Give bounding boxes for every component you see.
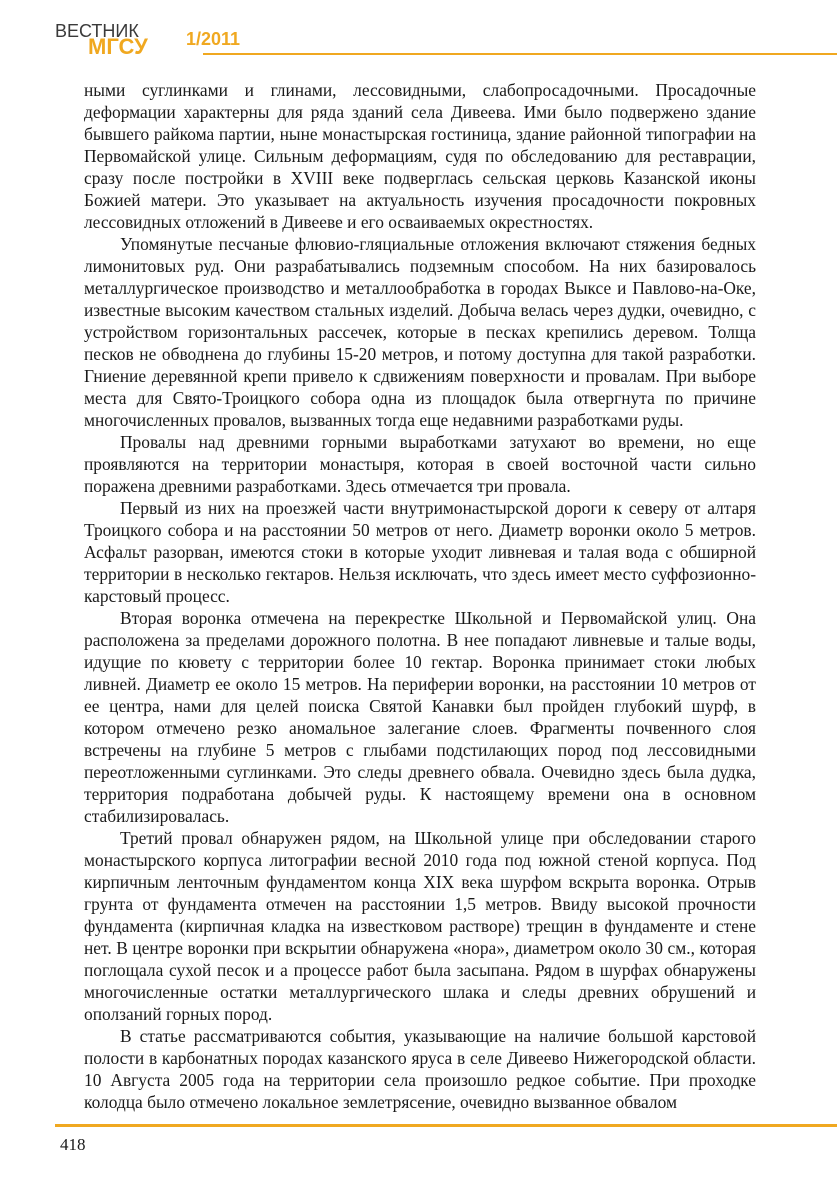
page-number: 418: [60, 1135, 86, 1154]
journal-name: ВЕСТНИК: [55, 21, 139, 41]
paragraph: Вторая воронка отмечена на перекрестке Школьной и Первомайской улиц. Она расположена за пределами дорожного полотна. В нее попадают ливневые и талые воды, идущие по кювету с территории более 10 гектар. Воронка принимает стоки любых ливней. Диаметр ее около 15 метров. На периферии воронки, на расстоянии 10 метров от ее центра, нами для целей поиска Святой Канавки был пройден глубокий шурф, в котором отмечено резко аномальное залегание слоев. Фрагменты почвенного слоя встречены на глубине 5 метров с глыбами подстилающих пород под лессовидными переотложенными суглинками. Это следы древнего обвала. Очевидно здесь была дудка, территория подработана добычей руды. К настоящему времени она в основном стабилизировалась.: [84, 608, 756, 826]
journal-logo-mgsu: МГСУ: [88, 34, 148, 59]
footer-rule: [55, 1124, 837, 1127]
paragraph: Первый из них на проезжей части внутримонастырской дороги к северу от алтаря Троицкого собора и на расстоянии 50 метров от него. Диаметр воронки около 5 метров. Асфальт разорван, имеются стоки в которые уходит ливневая и талая вода с обширной территории в несколько гектаров. Нельзя исключать, что здесь имеет место суффозионно-карстовый процесс.: [84, 498, 756, 606]
paragraph: Провалы над древними горными выработками затухают во времени, но еще проявляются на территории монастыря, которая в своей восточной части сильно поражена древними разработками. Здесь отмечается три провала.: [84, 432, 756, 496]
article-body: [84, 79, 756, 1113]
issue-number: 1/2011: [186, 29, 241, 49]
paragraph: ными суглинками и глинами, лессовидными, слабопросадочными. Просадочные деформации характерны для ряда зданий села Дивеева. Ими было подвержено здание бывшего райкома партии, ныне монастырская гостиница, здание районной типографии на Первомайской улице. Сильным деформациям, судя по обследованию для реставрации, сразу после постройки в XVIII веке подверглась сельская церковь Казанской иконы Божией матери. Это указывает на актуальность изучения просадочности покровных лессовидных отложений в Дивееве и его осваиваемых окрестностях.: [84, 80, 756, 232]
page-header: [55, 18, 837, 58]
paragraph: Третий провал обнаружен рядом, на Школьной улице при обследовании старого монастырского корпуса литографии весной 2010 года под южной стеной корпуса. Под кирпичным ленточным фундаментом конца XIX века шурфом вскрыта воронка. Отрыв грунта от фундамента отмечен на расстоянии 1,5 метров. Ввиду высокой прочности фундамента (кирпичная кладка на известковом растворе) трещин в фундаменте и стене нет. В центре воронки при вскрытии обнаружена «нора», диаметром около 30 см., которая поглощала сухой песок и а процессе работ была засыпана. Рядом в шурфах обнаружены многочисленные остатки металлургического шлака и следы древних обрушений и оползаний горных пород.: [84, 828, 756, 1024]
header-rule: [203, 53, 837, 55]
paragraph: В статье рассматриваются события, указывающие на наличие большой карстовой полости в карбонатных породах казанского яруса в селе Дивеево Нижегородской области. 10 Августа 2005 года на территории села произошло редкое событие. При проходке колодца было отмечено локальное землетрясение, очевидно вызванное обвалом: [84, 1026, 756, 1112]
paragraph: Упомянутые песчаные флювио-гляциальные отложения включают стяжения бедных лимонитовых руд. Они разрабатывались подземным способом. На них базировалось металлургическое производство и металлообработка в городах Выксе и Павлово-на-Оке, известные высоким качеством стальных изделий. Добыча велась через дудки, очевидно, с устройством горизонтальных рассечек, которые в песках крепились деревом. Толща песков не обводнена до глубины 15-20 метров, и потому доступна для такой разработки. Гниение деревянной крепи привело к сдвижениям поверхности и провалам. При выборе места для Свято-Троицкого собора одна из площадок была отвергнута по причине многочисленных провалов, вызванных тогда еще недавними разработками руды.: [84, 234, 756, 430]
